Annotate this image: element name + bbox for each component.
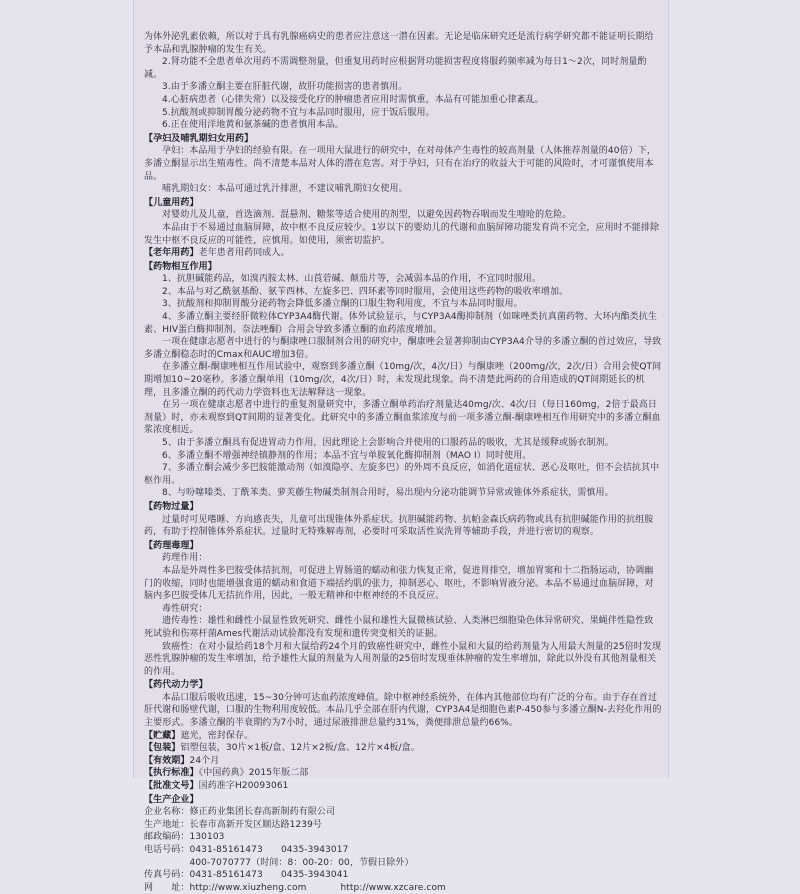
section-heading-validity: 【有效期】 — [144, 755, 190, 766]
section-heading-storage: 【贮藏】 — [144, 730, 181, 741]
company-fax-row — [144, 869, 662, 882]
company-name-row — [144, 806, 662, 819]
interaction-item: 1、抗胆碱能药品，如溴丙胺太林、山莨菪碱、颠茄片等，会减弱本品的作用，不宜同时服用。 — [162, 274, 541, 285]
package-insert-page — [133, 0, 669, 893]
company-address-row — [144, 819, 662, 832]
interaction-item: 一项在健康志愿者中进行的与酮康唑口服制剂合用的研究中，酮康唑会显著抑制由CYP3A4介导的多潘立酮的首过效应，导致多潘立酮稳态时的Cmax和AUC增加3倍。 — [144, 337, 662, 360]
company-website-row — [144, 882, 662, 894]
pregnancy-text: 孕妇：本品用于孕妇的经验有限。在一项用大鼠进行的研究中，在对母体产生毒性的较高剂量（人体推荐剂量的40倍）下，多潘立酮显示出生殖毒性。尚不清楚本品对人体的潜在危害。对于孕妇，只有在治疗的收益大于可能的风险时，才可谨慎使用本品。 — [144, 146, 656, 182]
company-website-values — [190, 882, 446, 894]
elderly-section — [144, 247, 662, 260]
children-text: 对婴幼儿及儿童，首选滴剂、混悬剂、糖浆等适合使用的剂型，以避免因药物吞咽而发生噎呛的危险。 — [162, 210, 572, 221]
interaction-item: 6、多潘立酮不增强神经镇静剂的作用；本品不宜与单胺氧化酶抑制剂（MAO I）同时使用。 — [162, 450, 532, 461]
website-link-xiuzheng[interactable]: http://www.xiuzheng.com — [189, 882, 307, 893]
elderly-text: 老年患者用药同成人。 — [198, 248, 290, 259]
section-heading-pharmacokinetics: 【药代动力学】 — [144, 680, 208, 691]
caution-text: 为体外泌乳素依赖，所以对于具有乳腺癌病史的患者应注意这一潜在因素。无论是临床研究还是流行病学研究都不能证明长期给予本品和乳腺肿瘤的发生有关。 — [144, 32, 654, 55]
caution-item: 3.由于多潘立酮主要在肝脏代谢，故肝功能损害的患者慎用。 — [162, 82, 408, 93]
company-name-label: 企业名称： — [144, 807, 190, 818]
company-phone-value: 0431-85161473 0435-3943017 — [189, 845, 349, 855]
validity-text: 24个月 — [189, 755, 220, 766]
caution-item: 2.肾功能不全患者单次用药不需调整剂量，但重复用药时应根据肾功能损害程度将服药频率减为每日1～2次，同时剂量酌减。 — [144, 57, 647, 80]
section-heading-elderly: 【老年用药】 — [144, 248, 199, 259]
interaction-item: 在另一项在健康志愿者中进行的重复剂量研究中，多潘立酮单药治疗剂量达40mg/次、4次/日（每日160mg，2倍于最高日剂量）时，亦未观察到QT间期的显著变化。此研究中的多潘立酮血浆浓度与前一项多潘立酮-酮康唑相互作用研究中的多潘立酮血浆浓度相近。 — [144, 400, 661, 436]
interaction-item: 4、多潘立酮主要经肝微粒体CYP3A4酶代谢。体外试验显示，与CYP3A4酶抑制剂（如咪唑类抗真菌药物、大环内酯类抗生素、HIV蛋白酶抑制剂、奈法唑酮）合用会导致多潘立酮的血药浓度增加。 — [144, 312, 657, 335]
company-fax-value: 0431-85161473 0435-3943041 — [189, 870, 349, 881]
caution-item: 4.心脏病患者（心律失常）以及接受化疗的肿瘤患者应用时需慎重，本品有可能加重心律紊乱。 — [162, 94, 544, 105]
approval-section — [144, 780, 662, 793]
package-text: 铝塑包装，30片×1板/盒、12片×2板/盒、12片×4板/盒。 — [180, 743, 420, 754]
section-heading-package: 【包装】 — [144, 743, 181, 754]
company-phone-label: 电话号码： — [144, 845, 190, 855]
website-link-xzcare[interactable]: http://www.xzcare.com — [340, 882, 446, 893]
company-hotline-row — [144, 857, 662, 870]
toxicology-subheading: 毒性研究： — [162, 603, 208, 614]
section-heading-children: 【儿童用药】 — [144, 197, 199, 208]
section-heading-pregnancy: 【孕妇及哺乳期妇女用药】 — [144, 133, 254, 144]
genotoxicity-text: 遗传毒性：雄性和雌性小鼠显性致死研究、雌性小鼠和雄性大鼠微核试验、人类淋巴细胞染色体异常研究、果蝇伴性隐性致死试验和伤寒杆菌Ames代谢活动试验都没有发现和遗传突变相关的证据。 — [144, 616, 654, 639]
section-heading-overdose: 【药物过量】 — [144, 501, 199, 512]
interaction-item: 5、由于多潘立酮具有促进胃动力作用，因此理论上会影响合并使用的口服药品的吸收，尤其是缓释或肠衣制剂。 — [162, 438, 614, 448]
validity-section — [144, 755, 662, 768]
storage-text: 遮光，密封保存。 — [180, 730, 254, 741]
interaction-item: 2、本品与对乙酰氨基酚、氨苄西林、左旋多巴、四环素等同时服用，会使用这些药物的吸收率增加。 — [162, 286, 569, 297]
pharmacology-text: 本品是外周性多巴胺受体拮抗剂，可促进上胃肠道的蠕动和张力恢复正常，促进胃排空，增加胃窦和十二指肠运动，协调幽门的收缩，同时也能增强食道的蠕动和食道下端括约肌的张力，抑制恶心、呕吐，不影响胃液分泌。本品不易通过血脑屏障，对脑内多巴胺受体几无拮抗作用，因此，一般无精神和中枢神经的不良反应。 — [144, 565, 654, 602]
storage-section — [144, 730, 662, 743]
company-website-label: 网 址： — [144, 882, 190, 893]
caution-item: 6.正在使用洋地黄和氨茶碱的患者慎用本品。 — [162, 120, 344, 131]
interaction-item: 7、多潘立酮会减少多巴胺能激动剂（如溴隐亭、左旋多巴）的外周不良反应，如消化道症状、恶心及呕吐，但不会拮抗其中枢作用。 — [144, 463, 660, 486]
approval-text: 国药准字H20093061 — [198, 781, 289, 792]
lactation-text: 哺乳期妇女：本品可通过乳汁排泄，不建议哺乳期妇女使用。 — [162, 184, 408, 195]
company-zip-label: 邮政编码： — [144, 832, 190, 843]
insert-text-body — [144, 31, 662, 894]
package-section — [144, 742, 662, 755]
carcinogenicity-text: 致癌性：在对小鼠给药18个月和大鼠给药24个月的致癌性研究中，雌性小鼠和大鼠的给药剂量为人用最大剂量的25倍时发现恶性乳腺肿瘤的发生率增加，给予雄性大鼠的剂量为人用剂量的25倍时发现垂体肿瘤的发生率增加，除此以外没有其他剂量相关的作用。 — [144, 641, 662, 677]
company-hotline-value: 400-7070777（时间：8：00-20：00，节假日除外） — [189, 857, 414, 868]
company-address-label: 生产地址： — [144, 819, 190, 830]
standard-text: 《中国药典》2015年版二部 — [198, 768, 309, 779]
pharmacology-subheading: 药理作用： — [162, 553, 208, 564]
children-text: 本品由于不易通过血脑屏障，故中枢不良反应较少。1岁以下的婴幼儿的代谢和血脑屏障功能发育尚不完全，应用时不能排除发生中枢不良反应的可能性，应慎用。如使用，须密切监护。 — [144, 222, 660, 246]
section-heading-interactions: 【药物相互作用】 — [144, 261, 217, 272]
company-name-value: 修正药业集团长春高新制药有限公司 — [189, 807, 336, 818]
section-heading-standard: 【执行标准】 — [144, 768, 199, 779]
pharmacokinetics-text: 本品口服后吸收迅速，15~30分钟可达血药浓度峰值。除中枢神经系统外，在体内其他部位均有广泛的分布。由于存在首过肝代谢和肠壁代谢，口服的生物利用度较低。本品几乎全部在肝内代谢，CYP3A4是细胞色素P-450参与多潘立酮N-去羟化作用的主要形式。多潘立酮的半衰期约为7小时，通过尿液排泄总量约31%，粪便排泄总量约66%。 — [144, 692, 662, 729]
interaction-item: 3、抗酸剂和抑制胃酸分泌药物会降低多潘立酮的口服生物利用度，不宜与本品同时服用。 — [162, 299, 523, 310]
section-heading-approval: 【批准文号】 — [144, 781, 199, 792]
interaction-item: 在多潘立酮-酮康唑相互作用试验中，观察到多潘立酮（10mg/次，4次/日）与酮康唑（200mg/次，2次/日）合用会使QT间期增加10~20毫秒。多潘立酮单用（10mg/次，4次/日）时，未发现此现象。尚不清楚此两药的合用造成的QT间期延长的机理，且多潘立酮的药代动力学资料也无法解释这一现象。 — [144, 362, 662, 398]
overdose-text: 过量时可见嗜睡、方向感丧失，儿童可出现锥体外系症状。抗胆碱能药物、抗帕金森氏病药物或具有抗胆碱能作用的抗组胺药，有助于控制锥体外系症状。过量时无特殊解毒剂，必要时可采取活性炭洗胃等辅助手段，并进行密切的观察。 — [144, 514, 654, 538]
caution-item: 5.抗酸剂或抑制胃酸分泌药物不宜与本品同时服用，应于饭后服用。 — [162, 107, 435, 118]
standard-section — [144, 767, 662, 780]
section-heading-manufacturer: 【生产企业】 — [144, 794, 199, 805]
interaction-item: 8、与吩噻嗪类、丁酰苯类、萝芙藤生物碱类制剂合用时，易出现内分泌功能调节异常或锥体外系症状，需慎用。 — [162, 488, 614, 499]
company-address-value: 长春市高新开发区顺达路1239号 — [189, 819, 323, 830]
company-zip-row — [144, 831, 662, 844]
company-fax-label: 传真号码： — [144, 870, 190, 881]
section-heading-pharmacology: 【药理毒理】 — [144, 540, 199, 551]
company-zip-value: 130103 — [189, 832, 225, 843]
company-phone-row — [144, 844, 662, 857]
